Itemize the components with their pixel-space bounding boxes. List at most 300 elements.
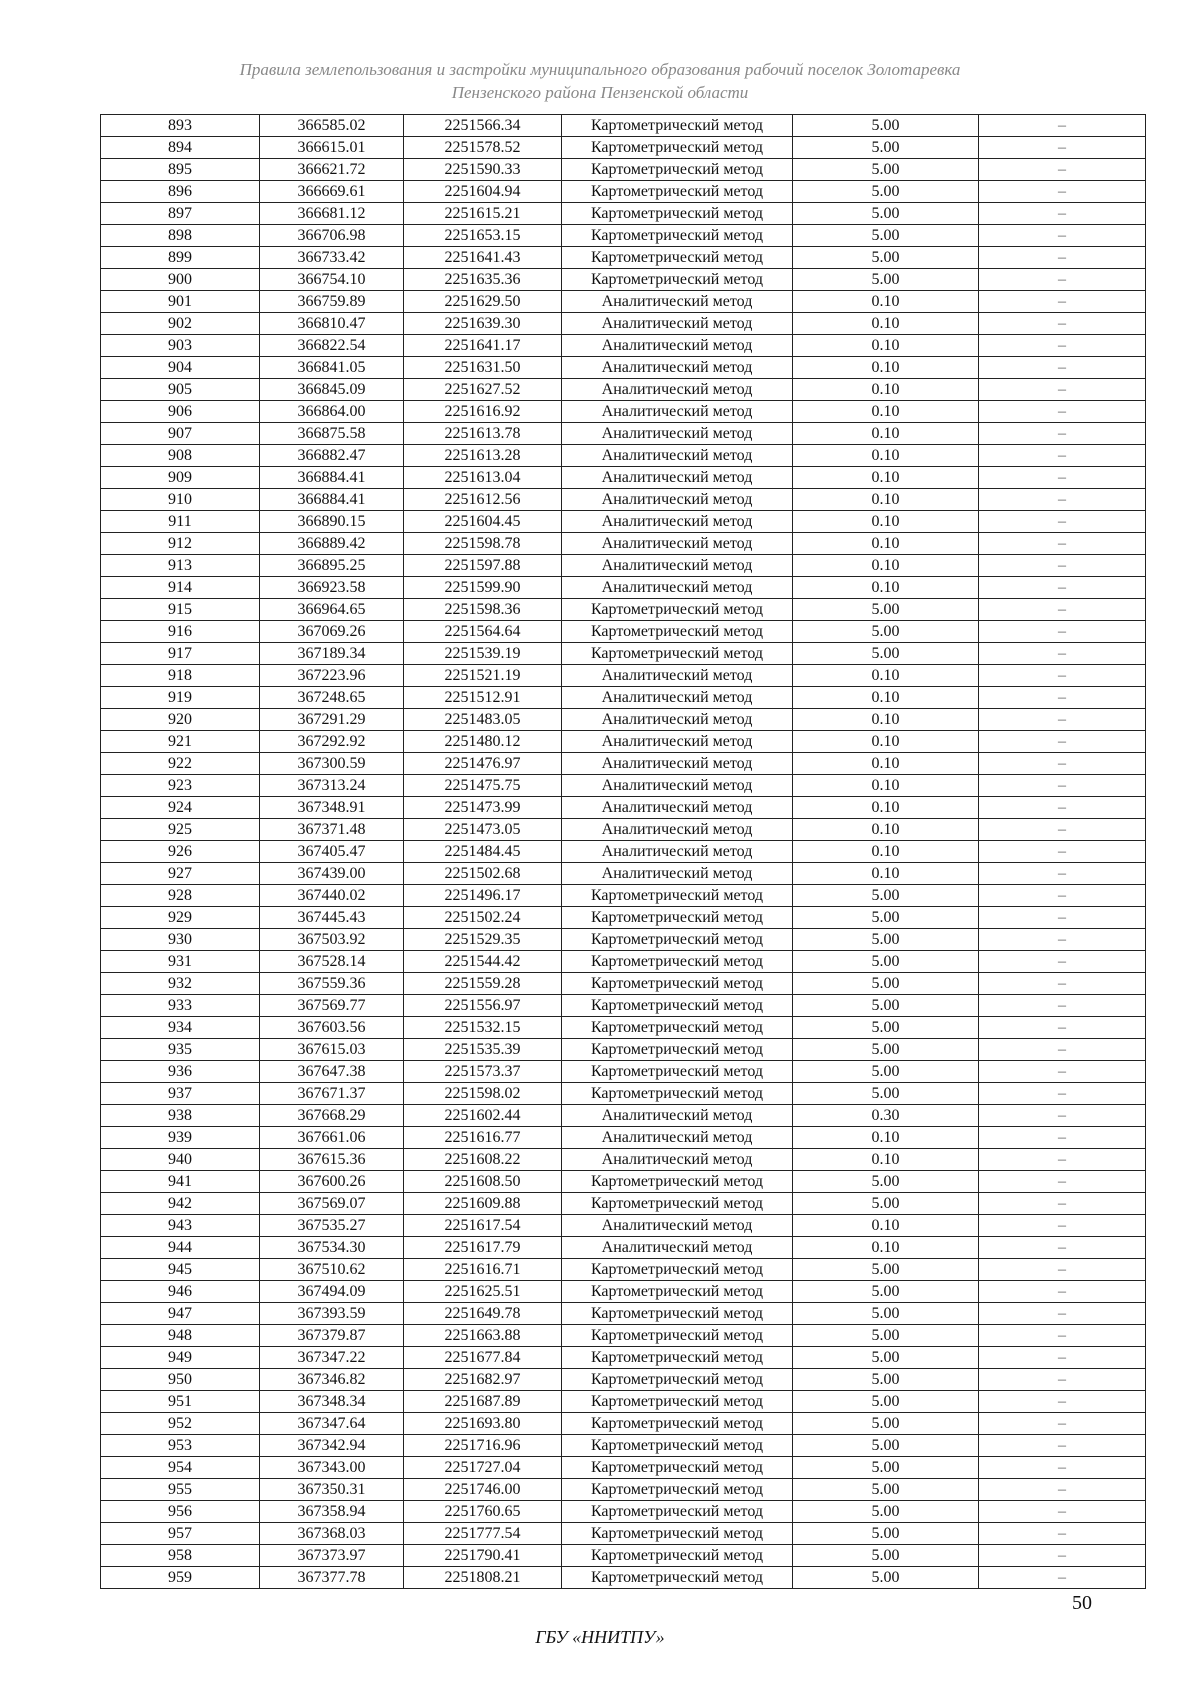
y-coordinate-cell: 2251653.15 [404,225,562,247]
method-cell: Аналитический метод [562,467,793,489]
note-cell: – [979,1281,1146,1303]
accuracy-cell: 5.00 [793,1259,979,1281]
method-cell: Картометрический метод [562,115,793,137]
table-row [101,1105,1146,1127]
point-number-cell: 901 [101,291,260,313]
point-number-cell: 897 [101,203,260,225]
y-coordinate-cell: 2251790.41 [404,1545,562,1567]
x-coordinate-cell: 367535.27 [260,1215,404,1237]
x-coordinate-cell: 367358.94 [260,1501,404,1523]
note-cell: – [979,313,1146,335]
note-cell: – [979,1567,1146,1589]
x-coordinate-cell: 367503.92 [260,929,404,951]
note-cell: – [979,621,1146,643]
point-number-cell: 940 [101,1149,260,1171]
y-coordinate-cell: 2251639.30 [404,313,562,335]
y-coordinate-cell: 2251746.00 [404,1479,562,1501]
note-cell: – [979,775,1146,797]
table-row [101,1061,1146,1083]
x-coordinate-cell: 366895.25 [260,555,404,577]
method-cell: Картометрический метод [562,1171,793,1193]
accuracy-cell: 0.10 [793,511,979,533]
x-coordinate-cell: 366889.42 [260,533,404,555]
point-number-cell: 907 [101,423,260,445]
table-row [101,973,1146,995]
x-coordinate-cell: 366810.47 [260,313,404,335]
table-row [101,885,1146,907]
x-coordinate-cell: 367661.06 [260,1127,404,1149]
y-coordinate-cell: 2251535.39 [404,1039,562,1061]
table-row [101,445,1146,467]
x-coordinate-cell: 367248.65 [260,687,404,709]
point-number-cell: 929 [101,907,260,929]
accuracy-cell: 5.00 [793,1193,979,1215]
method-cell: Картометрический метод [562,1303,793,1325]
x-coordinate-cell: 367671.37 [260,1083,404,1105]
x-coordinate-cell: 366864.00 [260,401,404,423]
note-cell: – [979,379,1146,401]
note-cell: – [979,357,1146,379]
method-cell: Картометрический метод [562,1061,793,1083]
y-coordinate-cell: 2251564.64 [404,621,562,643]
y-coordinate-cell: 2251484.45 [404,841,562,863]
y-coordinate-cell: 2251502.68 [404,863,562,885]
y-coordinate-cell: 2251502.24 [404,907,562,929]
note-cell: – [979,1149,1146,1171]
table-row [101,709,1146,731]
accuracy-cell: 0.10 [793,687,979,709]
y-coordinate-cell: 2251556.97 [404,995,562,1017]
x-coordinate-cell: 367534.30 [260,1237,404,1259]
note-cell: – [979,115,1146,137]
y-coordinate-cell: 2251616.77 [404,1127,562,1149]
note-cell: – [979,489,1146,511]
note-cell: – [979,577,1146,599]
point-number-cell: 936 [101,1061,260,1083]
point-number-cell: 937 [101,1083,260,1105]
accuracy-cell: 5.00 [793,643,979,665]
point-number-cell: 953 [101,1435,260,1457]
accuracy-cell: 0.10 [793,753,979,775]
method-cell: Аналитический метод [562,731,793,753]
note-cell: – [979,1039,1146,1061]
method-cell: Аналитический метод [562,1105,793,1127]
x-coordinate-cell: 366669.61 [260,181,404,203]
note-cell: – [979,467,1146,489]
table-row [101,1567,1146,1589]
x-coordinate-cell: 367069.26 [260,621,404,643]
note-cell: – [979,269,1146,291]
method-cell: Картометрический метод [562,1435,793,1457]
table-row [101,511,1146,533]
x-coordinate-cell: 367342.94 [260,1435,404,1457]
point-number-cell: 915 [101,599,260,621]
table-row [101,1457,1146,1479]
y-coordinate-cell: 2251473.05 [404,819,562,841]
page-number: 50 [1072,1592,1092,1614]
accuracy-cell: 0.30 [793,1105,979,1127]
y-coordinate-cell: 2251496.17 [404,885,562,907]
accuracy-cell: 5.00 [793,599,979,621]
x-coordinate-cell: 367292.92 [260,731,404,753]
point-number-cell: 919 [101,687,260,709]
table-row [101,1545,1146,1567]
table-row [101,467,1146,489]
x-coordinate-cell: 366615.01 [260,137,404,159]
y-coordinate-cell: 2251617.79 [404,1237,562,1259]
x-coordinate-cell: 367291.29 [260,709,404,731]
method-cell: Аналитический метод [562,819,793,841]
note-cell: – [979,423,1146,445]
method-cell: Аналитический метод [562,489,793,511]
note-cell: – [979,929,1146,951]
method-cell: Аналитический метод [562,379,793,401]
table-row [101,1237,1146,1259]
point-number-cell: 944 [101,1237,260,1259]
table-row [101,1171,1146,1193]
point-number-cell: 906 [101,401,260,423]
x-coordinate-cell: 367371.48 [260,819,404,841]
table-row [101,753,1146,775]
accuracy-cell: 0.10 [793,379,979,401]
y-coordinate-cell: 2251693.80 [404,1413,562,1435]
y-coordinate-cell: 2251631.50 [404,357,562,379]
table-row [101,907,1146,929]
y-coordinate-cell: 2251777.54 [404,1523,562,1545]
point-number-cell: 933 [101,995,260,1017]
method-cell: Картометрический метод [562,159,793,181]
table-row [101,533,1146,555]
table-row [101,269,1146,291]
y-coordinate-cell: 2251566.34 [404,115,562,137]
method-cell: Аналитический метод [562,335,793,357]
accuracy-cell: 0.10 [793,467,979,489]
note-cell: – [979,1435,1146,1457]
y-coordinate-cell: 2251604.94 [404,181,562,203]
method-cell: Аналитический метод [562,357,793,379]
note-cell: – [979,1237,1146,1259]
table-row [101,291,1146,313]
point-number-cell: 905 [101,379,260,401]
x-coordinate-cell: 367439.00 [260,863,404,885]
x-coordinate-cell: 367615.03 [260,1039,404,1061]
point-number-cell: 921 [101,731,260,753]
accuracy-cell: 0.10 [793,797,979,819]
method-cell: Картометрический метод [562,951,793,973]
y-coordinate-cell: 2251613.78 [404,423,562,445]
y-coordinate-cell: 2251559.28 [404,973,562,995]
table-row [101,841,1146,863]
x-coordinate-cell: 367393.59 [260,1303,404,1325]
accuracy-cell: 5.00 [793,1457,979,1479]
accuracy-cell: 5.00 [793,159,979,181]
point-number-cell: 917 [101,643,260,665]
accuracy-cell: 0.10 [793,1237,979,1259]
method-cell: Картометрический метод [562,929,793,951]
table-row [101,1413,1146,1435]
table-row [101,137,1146,159]
x-coordinate-cell: 366882.47 [260,445,404,467]
point-number-cell: 954 [101,1457,260,1479]
y-coordinate-cell: 2251617.54 [404,1215,562,1237]
point-number-cell: 925 [101,819,260,841]
point-number-cell: 916 [101,621,260,643]
method-cell: Картометрический метод [562,1523,793,1545]
accuracy-cell: 0.10 [793,335,979,357]
point-number-cell: 928 [101,885,260,907]
point-number-cell: 932 [101,973,260,995]
x-coordinate-cell: 367510.62 [260,1259,404,1281]
x-coordinate-cell: 367368.03 [260,1523,404,1545]
note-cell: – [979,1523,1146,1545]
method-cell: Аналитический метод [562,1215,793,1237]
note-cell: – [979,1259,1146,1281]
method-cell: Картометрический метод [562,1369,793,1391]
table-row [101,1479,1146,1501]
accuracy-cell: 5.00 [793,951,979,973]
x-coordinate-cell: 366585.02 [260,115,404,137]
accuracy-cell: 5.00 [793,995,979,1017]
y-coordinate-cell: 2251604.45 [404,511,562,533]
x-coordinate-cell: 366884.41 [260,489,404,511]
note-cell: – [979,885,1146,907]
y-coordinate-cell: 2251598.02 [404,1083,562,1105]
accuracy-cell: 5.00 [793,1281,979,1303]
y-coordinate-cell: 2251627.52 [404,379,562,401]
x-coordinate-cell: 366681.12 [260,203,404,225]
method-cell: Картометрический метод [562,907,793,929]
x-coordinate-cell: 366884.41 [260,467,404,489]
point-number-cell: 924 [101,797,260,819]
point-number-cell: 903 [101,335,260,357]
y-coordinate-cell: 2251598.36 [404,599,562,621]
point-number-cell: 930 [101,929,260,951]
table-row [101,1193,1146,1215]
point-number-cell: 926 [101,841,260,863]
x-coordinate-cell: 366964.65 [260,599,404,621]
y-coordinate-cell: 2251521.19 [404,665,562,687]
y-coordinate-cell: 2251573.37 [404,1061,562,1083]
point-number-cell: 895 [101,159,260,181]
y-coordinate-cell: 2251682.97 [404,1369,562,1391]
point-number-cell: 893 [101,115,260,137]
x-coordinate-cell: 367348.34 [260,1391,404,1413]
method-cell: Аналитический метод [562,709,793,731]
y-coordinate-cell: 2251635.36 [404,269,562,291]
accuracy-cell: 0.10 [793,709,979,731]
y-coordinate-cell: 2251663.88 [404,1325,562,1347]
accuracy-cell: 0.10 [793,489,979,511]
point-number-cell: 959 [101,1567,260,1589]
method-cell: Картометрический метод [562,1457,793,1479]
note-cell: – [979,797,1146,819]
accuracy-cell: 5.00 [793,907,979,929]
point-number-cell: 931 [101,951,260,973]
note-cell: – [979,1127,1146,1149]
method-cell: Картометрический метод [562,1259,793,1281]
point-number-cell: 949 [101,1347,260,1369]
method-cell: Аналитический метод [562,401,793,423]
note-cell: – [979,555,1146,577]
coordinates-table-body [101,115,1146,1589]
note-cell: – [979,291,1146,313]
accuracy-cell: 5.00 [793,1347,979,1369]
table-row [101,577,1146,599]
point-number-cell: 938 [101,1105,260,1127]
x-coordinate-cell: 367343.00 [260,1457,404,1479]
point-number-cell: 943 [101,1215,260,1237]
x-coordinate-cell: 367494.09 [260,1281,404,1303]
point-number-cell: 898 [101,225,260,247]
x-coordinate-cell: 366875.58 [260,423,404,445]
table-row [101,115,1146,137]
table-row [101,401,1146,423]
note-cell: – [979,1193,1146,1215]
note-cell: – [979,1501,1146,1523]
note-cell: – [979,1479,1146,1501]
accuracy-cell: 5.00 [793,225,979,247]
table-row [101,995,1146,1017]
accuracy-cell: 0.10 [793,665,979,687]
table-row [101,1325,1146,1347]
note-cell: – [979,753,1146,775]
accuracy-cell: 5.00 [793,973,979,995]
note-cell: – [979,1369,1146,1391]
point-number-cell: 900 [101,269,260,291]
table-row [101,247,1146,269]
accuracy-cell: 0.10 [793,313,979,335]
point-number-cell: 955 [101,1479,260,1501]
header-line-2: Пензенского района Пензенской области [451,83,749,102]
table-row [101,863,1146,885]
note-cell: – [979,1391,1146,1413]
accuracy-cell: 0.10 [793,1127,979,1149]
note-cell: – [979,819,1146,841]
method-cell: Картометрический метод [562,203,793,225]
method-cell: Картометрический метод [562,599,793,621]
y-coordinate-cell: 2251599.90 [404,577,562,599]
x-coordinate-cell: 367600.26 [260,1171,404,1193]
x-coordinate-cell: 367615.36 [260,1149,404,1171]
accuracy-cell: 5.00 [793,1413,979,1435]
accuracy-cell: 5.00 [793,1435,979,1457]
accuracy-cell: 5.00 [793,1369,979,1391]
x-coordinate-cell: 367559.36 [260,973,404,995]
accuracy-cell: 0.10 [793,775,979,797]
y-coordinate-cell: 2251597.88 [404,555,562,577]
accuracy-cell: 0.10 [793,445,979,467]
point-number-cell: 920 [101,709,260,731]
accuracy-cell: 5.00 [793,929,979,951]
accuracy-cell: 5.00 [793,1171,979,1193]
table-row [101,731,1146,753]
table-row [101,1369,1146,1391]
accuracy-cell: 5.00 [793,621,979,643]
y-coordinate-cell: 2251616.92 [404,401,562,423]
x-coordinate-cell: 367347.22 [260,1347,404,1369]
accuracy-cell: 5.00 [793,247,979,269]
note-cell: – [979,445,1146,467]
table-row [101,1347,1146,1369]
method-cell: Картометрический метод [562,1281,793,1303]
table-row [101,643,1146,665]
table-row [101,1083,1146,1105]
accuracy-cell: 5.00 [793,1567,979,1589]
note-cell: – [979,841,1146,863]
x-coordinate-cell: 367569.07 [260,1193,404,1215]
note-cell: – [979,731,1146,753]
x-coordinate-cell: 366754.10 [260,269,404,291]
accuracy-cell: 5.00 [793,1325,979,1347]
method-cell: Картометрический метод [562,1479,793,1501]
accuracy-cell: 0.10 [793,533,979,555]
y-coordinate-cell: 2251609.88 [404,1193,562,1215]
note-cell: – [979,1347,1146,1369]
x-coordinate-cell: 366841.05 [260,357,404,379]
table-row [101,1039,1146,1061]
table-row [101,1215,1146,1237]
method-cell: Картометрический метод [562,269,793,291]
table-row [101,819,1146,841]
point-number-cell: 894 [101,137,260,159]
x-coordinate-cell: 366923.58 [260,577,404,599]
y-coordinate-cell: 2251608.50 [404,1171,562,1193]
method-cell: Аналитический метод [562,555,793,577]
accuracy-cell: 5.00 [793,181,979,203]
method-cell: Картометрический метод [562,1501,793,1523]
method-cell: Аналитический метод [562,1149,793,1171]
point-number-cell: 904 [101,357,260,379]
note-cell: – [979,643,1146,665]
point-number-cell: 896 [101,181,260,203]
point-number-cell: 923 [101,775,260,797]
note-cell: – [979,1457,1146,1479]
accuracy-cell: 0.10 [793,863,979,885]
y-coordinate-cell: 2251544.42 [404,951,562,973]
y-coordinate-cell: 2251480.12 [404,731,562,753]
x-coordinate-cell: 366845.09 [260,379,404,401]
note-cell: – [979,247,1146,269]
table-row [101,335,1146,357]
y-coordinate-cell: 2251473.99 [404,797,562,819]
point-number-cell: 918 [101,665,260,687]
method-cell: Картометрический метод [562,1193,793,1215]
method-cell: Аналитический метод [562,1237,793,1259]
accuracy-cell: 0.10 [793,291,979,313]
table-row [101,1523,1146,1545]
x-coordinate-cell: 366621.72 [260,159,404,181]
method-cell: Картометрический метод [562,643,793,665]
accuracy-cell: 5.00 [793,269,979,291]
footer-organization: ГБУ «ННИТПУ» [535,1627,665,1647]
x-coordinate-cell: 367347.64 [260,1413,404,1435]
point-number-cell: 911 [101,511,260,533]
x-coordinate-cell: 366759.89 [260,291,404,313]
method-cell: Картометрический метод [562,181,793,203]
table-row [101,1281,1146,1303]
note-cell: – [979,1083,1146,1105]
method-cell: Картометрический метод [562,247,793,269]
accuracy-cell: 5.00 [793,115,979,137]
y-coordinate-cell: 2251615.21 [404,203,562,225]
x-coordinate-cell: 367348.91 [260,797,404,819]
y-coordinate-cell: 2251612.56 [404,489,562,511]
note-cell: – [979,1017,1146,1039]
y-coordinate-cell: 2251483.05 [404,709,562,731]
point-number-cell: 909 [101,467,260,489]
table-row [101,1391,1146,1413]
note-cell: – [979,137,1146,159]
